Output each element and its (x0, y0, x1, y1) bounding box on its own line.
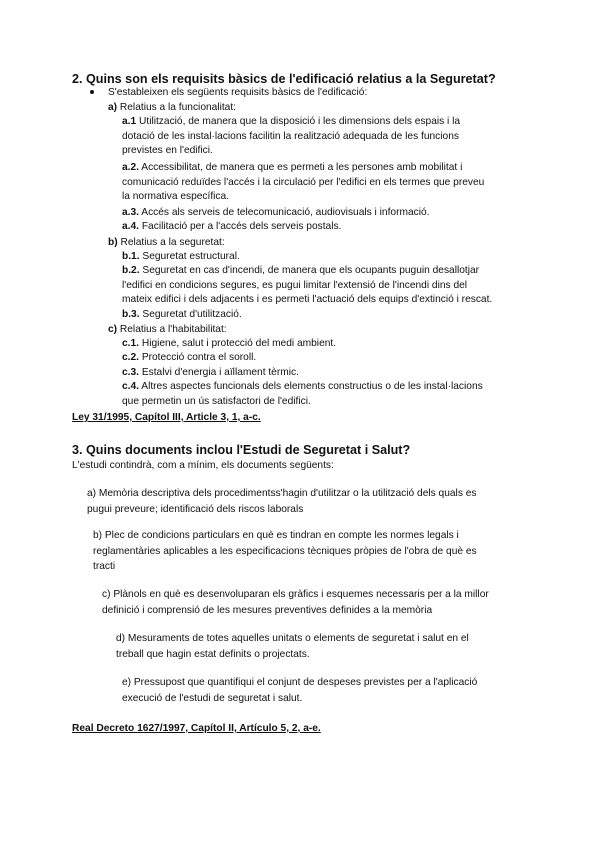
item-c2 (122, 351, 256, 366)
item-a2-line2: comunicació reduïdes l'accés i la circulació per l'edifici en els termes que preveu (122, 176, 485, 188)
q3-paragraph-a-line1: a) Memòria descriptiva dels procedimentss'hagin d'utilitzar o la utilització dels quals es (87, 488, 477, 499)
q3-paragraph-b (93, 528, 477, 575)
item-b2-key: b.2. (122, 265, 140, 276)
item-a2-key: a.2. (122, 162, 139, 173)
q2-intro: S'estableixen els següents requisits bàsics de l'edificació: (108, 87, 368, 98)
item-c1 (122, 337, 336, 352)
item-a1 (122, 115, 460, 159)
q3-paragraph-b-line2: reglamentàries aplicables a les especificacions tècniques pròpies de l'obra de què es (93, 545, 477, 557)
item-c4-line2: que permetin un ús satisfactori de l'edifici. (122, 395, 311, 407)
item-b1 (122, 250, 240, 265)
item-a1-line1: Utilització, de manera que la disposició i les dimensions dels espais i la (136, 116, 461, 127)
item-a2-line1: Accessibilitat, de manera que es permeti a les persones amb mobilitat i (139, 162, 463, 173)
item-a1-line2: dotació de les instal·lacions facilitin la realització adequada de les funcions (122, 130, 459, 142)
q3-paragraph-c-line2: definició i comprensió de les mesures preventives definides a la memòria (102, 604, 433, 616)
q3-paragraph-b-line1: b) Plec de condicions particulars en què es tindran en compte les normes legals i (93, 530, 459, 541)
q3-paragraph-d (116, 631, 469, 662)
item-c3 (122, 366, 299, 381)
q3-paragraph-a (87, 486, 477, 517)
q3-paragraph-d-line2: treball que hagin estat definits o projectats. (116, 648, 310, 660)
q3-paragraph-c-line1: c) Plànols en què es desenvoluparan els gràfics i esquemes necessaris per a la millor (102, 589, 489, 600)
section-c-heading (108, 322, 227, 337)
section-a-key: a) (108, 102, 118, 113)
item-b1-line1: Seguretat estructural. (139, 251, 240, 262)
item-c1-line1: Higiene, salut i protecció del medi ambient. (139, 338, 337, 349)
item-b2-line2: l'edifici en condicions segures, es pugui limitar l'extensió de l'incendi dins del (122, 279, 468, 291)
q3-paragraph-b-line3: tracti (93, 561, 116, 572)
item-c4 (122, 380, 483, 409)
section-a-label: Relatius a la funcionalitat: (119, 102, 236, 113)
q3-paragraph-c (102, 587, 489, 618)
item-a4-key: a.4. (122, 221, 139, 232)
bullet-dot (90, 90, 94, 94)
item-a1-line3: previstes en l'edifici. (122, 145, 213, 157)
item-a3 (122, 206, 429, 221)
item-c2-line1: Protecció contra el soroll. (139, 352, 257, 363)
item-c1-key: c.1. (122, 338, 139, 349)
item-b1-key: b.1. (122, 251, 140, 262)
q3-paragraph-e-line1: e) Pressupost que quantifiqui el conjunt de despeses previstes per a l'aplicació (122, 677, 478, 688)
q3-title: 3. Quins documents inclou l'Estudi de Seguretat i Salut? (72, 443, 411, 457)
item-c4-key: c.4. (122, 381, 139, 392)
section-c-key: c) (108, 324, 118, 335)
q3-paragraph-e (122, 675, 477, 706)
item-b2-line3: mateix edifici i dels adjacents i es permeti l'actuació dels equips d'extinció i rescat. (122, 294, 493, 306)
q2-title: 2. Quins son els requisits bàsics de l'edificació relatius a la Seguretat? (72, 72, 496, 86)
section-b-label: Relatius a la seguretat: (120, 237, 225, 248)
item-a3-key: a.3. (122, 207, 139, 218)
item-a2 (122, 161, 484, 205)
item-c2-key: c.2. (122, 352, 139, 363)
item-c4-line1: Altres aspectes funcionals dels elements constructius o de les instal·lacions (139, 381, 483, 392)
item-c3-line1: Estalvi d'energia i aïllament tèrmic. (139, 367, 299, 378)
item-a1-key: a.1 (122, 116, 137, 127)
item-b3-line1: Seguretat d'utilització. (139, 309, 242, 320)
q2-reference: Ley 31/1995, Capítol III, Article 3, 1, a-c. (72, 412, 261, 423)
item-a4 (122, 220, 341, 235)
q3-paragraph-d-line1: d) Mesuraments de totes aquelles unitats o elements de seguretat i salut en el (116, 633, 469, 644)
section-c-label: Relatius a l'habitabilitat: (119, 324, 227, 335)
item-a4-line1: Facilitació per a l'accés dels serveis postals. (139, 221, 342, 232)
section-b-heading (108, 235, 225, 250)
item-b2-line1: Seguretat en cas d'incendi, de manera que els ocupants puguin desallotjar (139, 265, 480, 276)
section-a-heading (108, 100, 236, 115)
item-a3-line1: Accés als serveis de telecomunicació, audiovisuals i informació. (139, 207, 430, 218)
item-c3-key: c.3. (122, 367, 139, 378)
item-b2 (122, 264, 492, 308)
q3-intro: L'estudi contindrà, com a mínim, els documents següents: (72, 460, 334, 471)
section-b-key: b) (108, 237, 118, 248)
q3-paragraph-a-line2: pugui preveure; identificació dels riscos laborals (87, 503, 304, 515)
item-b3-key: b.3. (122, 309, 140, 320)
item-a2-line3: la normativa específica. (122, 191, 230, 203)
item-b3 (122, 308, 242, 323)
q3-paragraph-e-line2: execució de l'estudi de seguretat i salut. (122, 692, 303, 704)
q3-reference: Real Decreto 1627/1997, Capítol II, Artículo 5, 2, a-e. (72, 723, 321, 734)
